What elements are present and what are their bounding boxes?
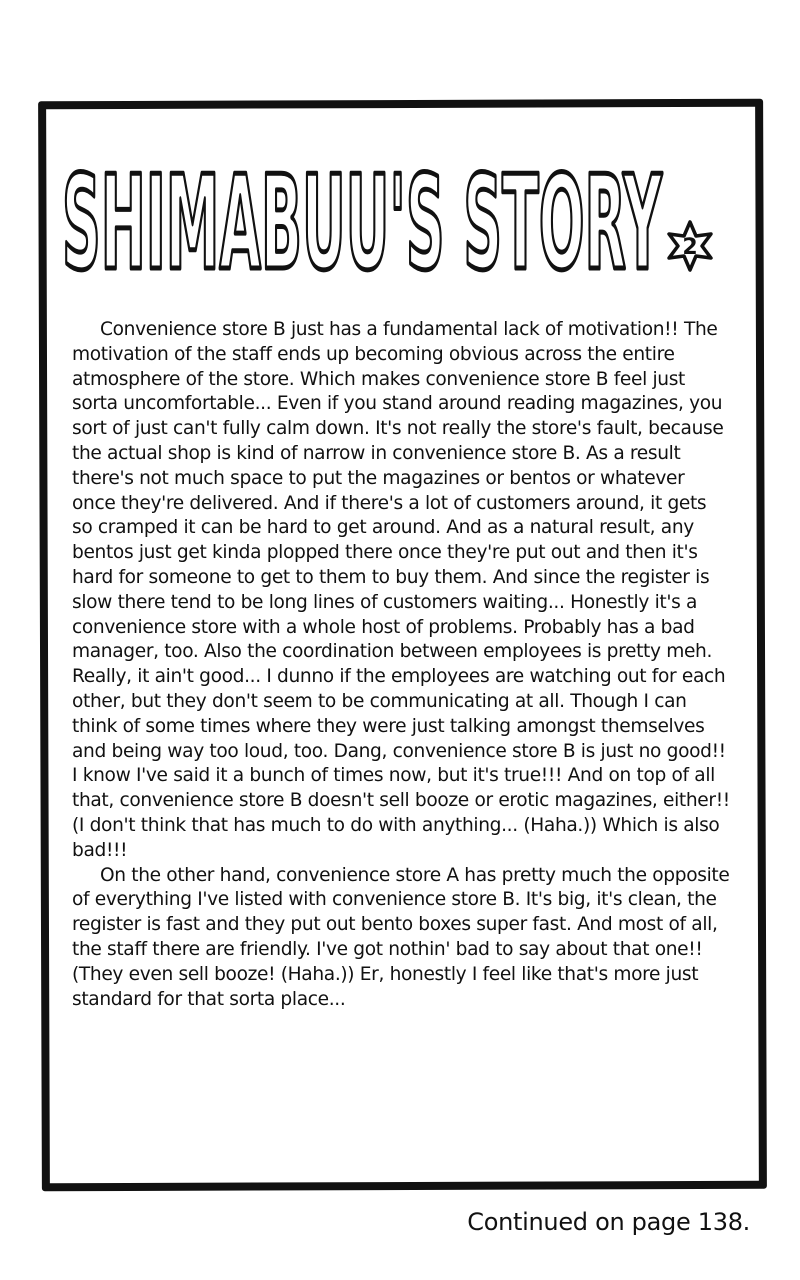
title-text: SHIMABUU'S STORY [62,147,663,299]
title-number: 2 [682,235,698,260]
title-logo [62,118,742,308]
story-body [72,318,732,1012]
story-paragraph-1: Convenience store B just has a fundamental lack of motivation!! The motivation of the staff ends up becoming obvious across the entire atmosphere of the store. Which makes convenience store B feel just sorta uncomfortable... Even if you stand around reading magazines, you sort of just can't fully calm down. It's not really the store's fault, because the actual shop is kind of narrow in convenience store B. As a result there's not much space to put the magazines or bentos or whatever once they're delivered. And if there's a lot of customers around, it gets so cramped it can be hard to get around. And as a natural result, any bentos just get kinda plopped there once they're put out and then it's hard for someone to get to them to buy them. And since the register is slow there tend to be long lines of customers waiting... Honestly it's a convenience store with a whole host of problems. Probably has a bad manager, too. Also the coordination between employees is pretty meh. Really, it ain't good... I dunno if the employees are watching out for each other, but they don't seem to be communicating at all. Though I can think of some times where they were just talking amongst themselves and being way too loud, too. Dang, convenience store B is just no good!! I know I've said it a bunch of times now, but it's true!!! And on top of all that, convenience store B doesn't sell booze or erotic magazines, either!! (I don't think that has much to do with anything... (Haha.)) Which is also bad!!! [72,319,730,861]
continued-note: Continued on page 138. [467,1208,750,1236]
story-paragraph-2: On the other hand, convenience store A has pretty much the opposite of everything I've listed with convenience store B. It's big, it's clean, the register is fast and they put out bento boxes super fast. And most of all, the staff there are friendly. I've got nothin' bad to say about that one!! (They even sell booze! (Haha.)) Er, honestly I feel like that's more just standard for that sorta place... [72,864,730,1010]
story-title [62,118,742,308]
star-badge-icon [669,222,711,270]
